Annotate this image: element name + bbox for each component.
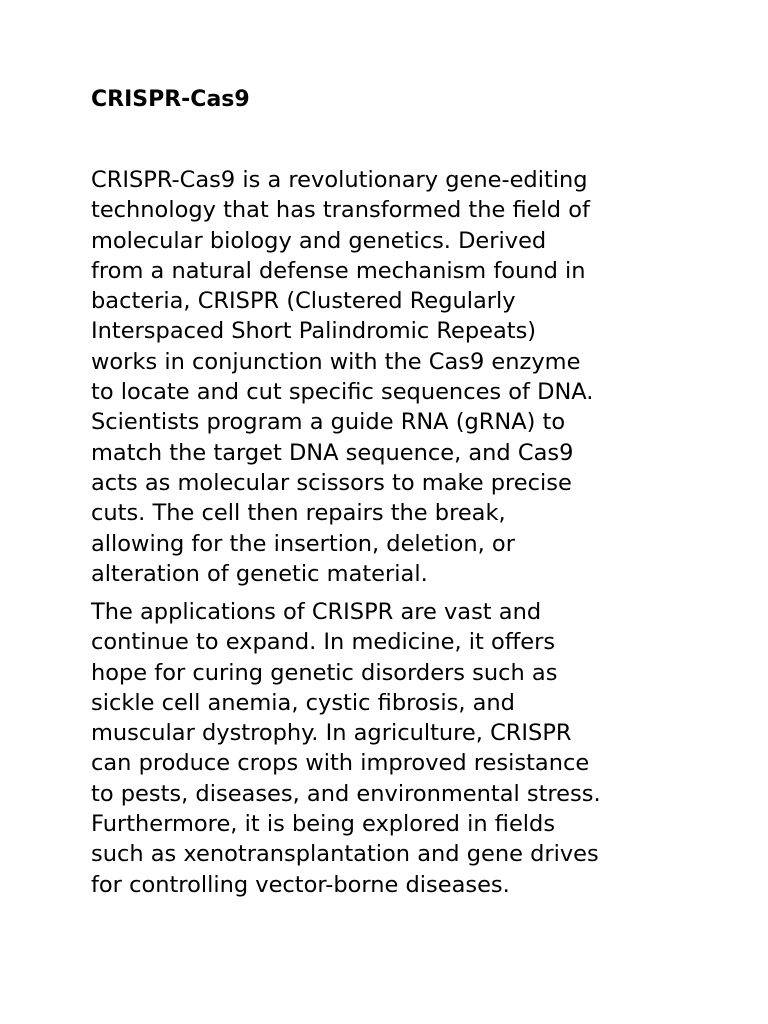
paragraph-line: such as xenotransplantation and gene drives [91, 841, 599, 868]
paragraph-line: from a natural defense mechanism found in [91, 257, 586, 284]
paragraph-line: Interspaced Short Palindromic Repeats) [91, 318, 537, 345]
paragraph-line: works in conjunction with the Cas9 enzyme [91, 348, 581, 375]
paragraph-line: bacteria, CRISPR (Clustered Regularly [91, 288, 516, 315]
paragraph-line: can produce crops with improved resistance [91, 750, 590, 777]
paragraph-line: continue to expand. In medicine, it offers [91, 629, 556, 656]
paragraph-line: molecular biology and genetics. Derived [91, 227, 547, 254]
paragraph-intro [91, 165, 691, 589]
paragraph-line: CRISPR-Cas9 is a revolutionary gene-editing [91, 167, 588, 193]
paragraph-line: match the target DNA sequence, and Cas9 [91, 439, 574, 466]
paragraph-line: The applications of CRISPR are vast and [91, 599, 542, 625]
paragraph-line: to locate and cut specific sequences of DNA. [91, 379, 594, 406]
document-title: CRISPR-Cas9 [91, 87, 250, 112]
paragraph-line: Furthermore, it is being explored in fields [91, 811, 556, 838]
paragraph-line: Scientists program a guide RNA (gRNA) to [91, 409, 566, 436]
paragraph-line: sickle cell anemia, cystic fibrosis, and [91, 689, 515, 716]
paragraph-line: cuts. The cell then repairs the break, [91, 500, 506, 527]
paragraph-line: to pests, diseases, and environmental stress. [91, 780, 601, 807]
paragraph-line: alteration of genetic material. [91, 560, 428, 587]
paragraph-applications [91, 597, 691, 900]
paragraph-line: technology that has transformed the field of [91, 197, 590, 224]
paragraph-line: acts as molecular scissors to make precise [91, 469, 572, 496]
paragraph-line: hope for curing genetic disorders such as [91, 659, 558, 686]
paragraph-line: allowing for the insertion, deletion, or [91, 530, 515, 557]
paragraph-line: muscular dystrophy. In agriculture, CRISPR [91, 720, 572, 747]
paragraph-line: for controlling vector-borne diseases. [91, 871, 510, 898]
